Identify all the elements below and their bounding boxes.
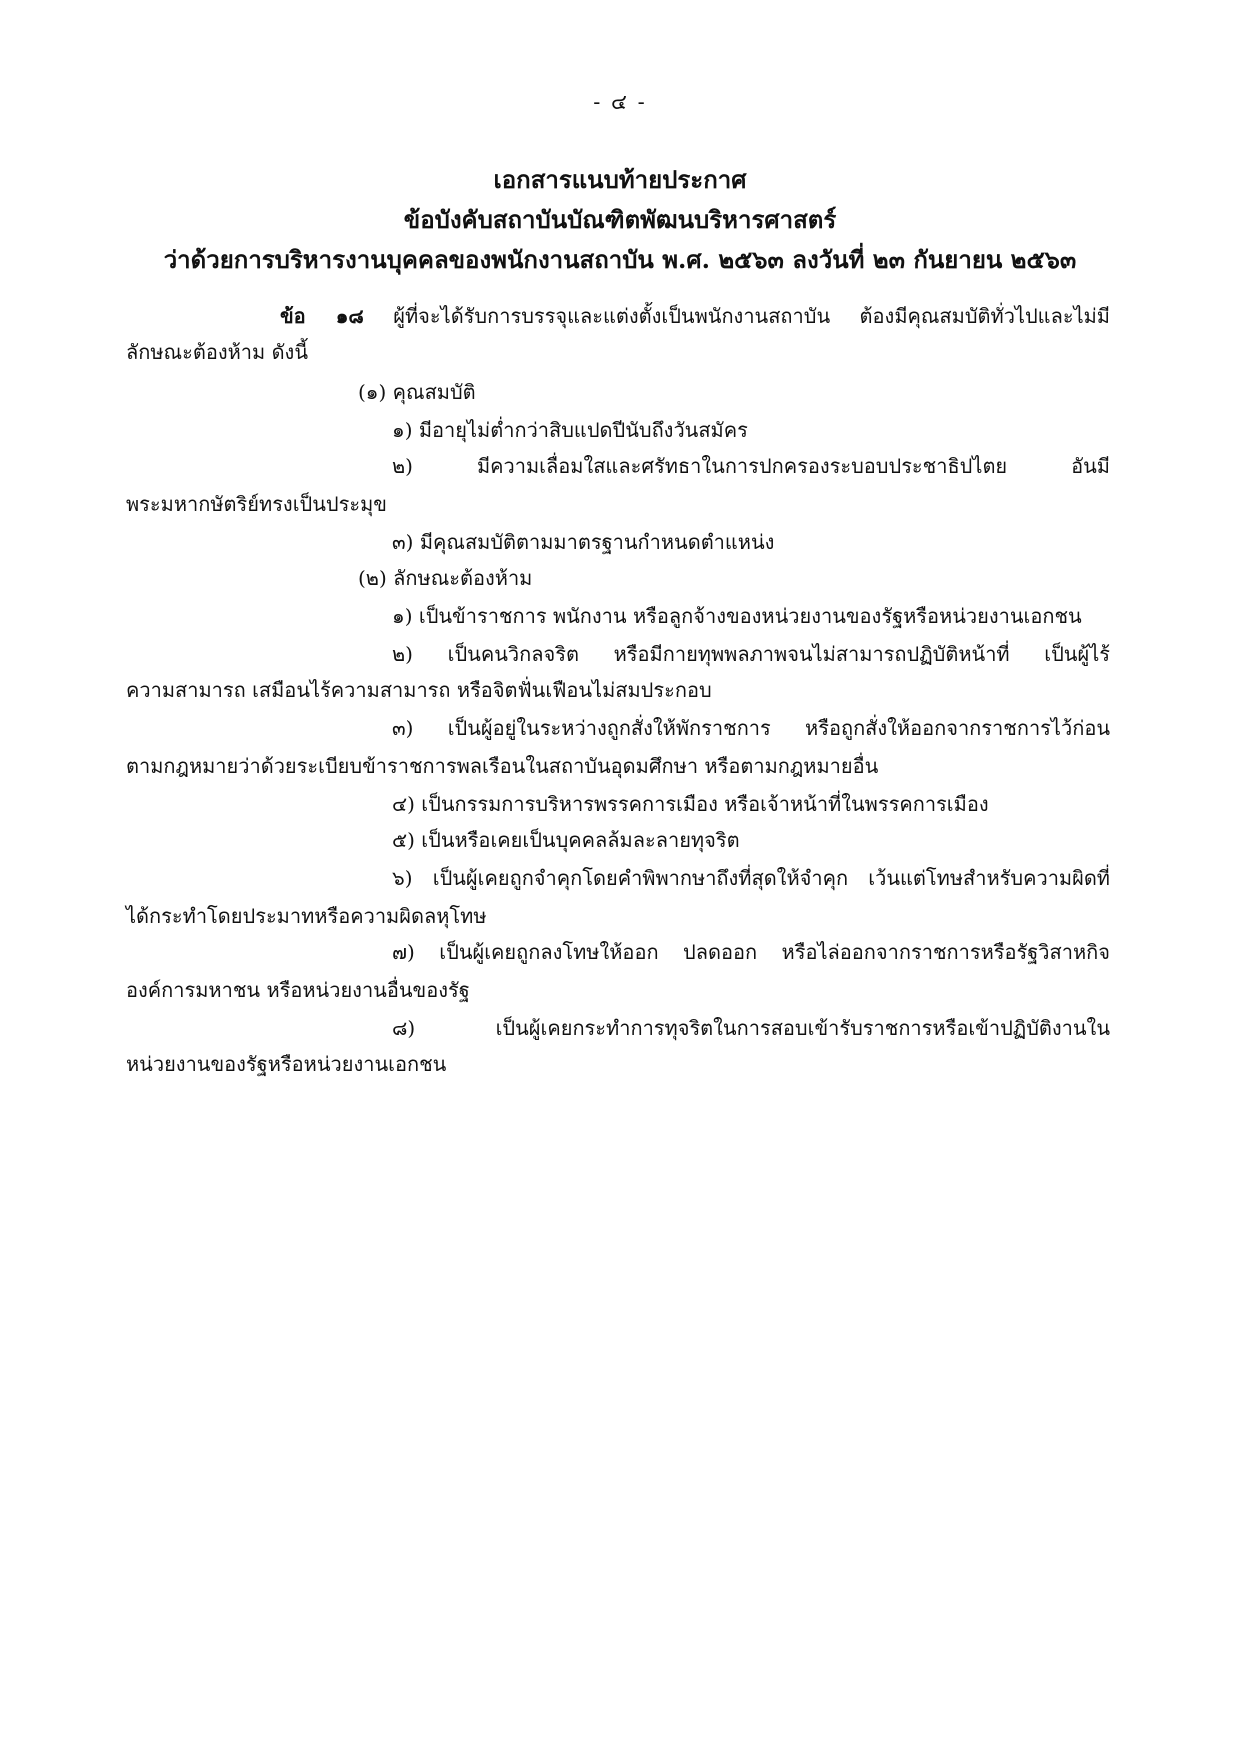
- title-line-1: เอกสารแนบท้ายประกาศ: [493, 165, 747, 194]
- prohibition-item-1: ๑) เป็นข้าราชการ พนักงาน หรือลูกจ้างของหน่วยงานของรัฐหรือหน่วยงานเอกชน: [392, 604, 1082, 628]
- prohibition-item-7-line-1: ๗) เป็นผู้เคยถูกลงโทษให้ออก ปลดออก หรือไล่ออกจากราชการหรือรัฐวิสาหกิจ: [392, 940, 1110, 964]
- prohibition-item-2-line-1: ๒) เป็นคนวิกลจริต หรือมีกายทุพพลภาพจนไม่สามารถปฏิบัติหน้าที่ เป็นผู้ไร้: [392, 642, 1110, 666]
- prohibition-item-8-line-2: หน่วยงานของรัฐหรือหน่วยงานเอกชน: [126, 1052, 447, 1076]
- prohibition-item-6-line-1: ๖) เป็นผู้เคยถูกจำคุกโดยคำพิพากษาถึงที่สุดให้จำคุก เว้นแต่โทษสำหรับความผิดที่: [392, 866, 1110, 890]
- qualification-item-1: ๑) มีอายุไม่ต่ำกว่าสิบแปดปีนับถึงวันสมัคร: [392, 418, 748, 442]
- article-intro-text: ผู้ที่จะได้รับการบรรจุและแต่งตั้งเป็นพนักงานสถาบัน ต้องมีคุณสมบัติทั่วไปและไม่มี: [393, 304, 1110, 328]
- prohibitions-heading: (๒) ลักษณะต้องห้าม: [358, 566, 533, 590]
- article-label: ข้อ ๑๘: [280, 304, 364, 328]
- article-intro-line-1: [280, 300, 1110, 332]
- title-line-3: ว่าด้วยการบริหารงานบุคคลของพนักงานสถาบัน พ.ศ. ๒๕๖๓ ลงวันที่ ๒๓ กันยายน ๒๕๖๓: [163, 245, 1077, 274]
- document-title: [0, 160, 1240, 280]
- prohibition-item-6-line-2: ได้กระทำโดยประมาทหรือความผิดลหุโทษ: [126, 904, 487, 928]
- qualification-item-2-line-2: พระมหากษัตริย์ทรงเป็นประมุข: [126, 492, 387, 516]
- qualification-item-3: ๓) มีคุณสมบัติตามมาตรฐานกำหนดตำแหน่ง: [392, 530, 775, 554]
- prohibition-item-2-line-2: ความสามารถ เสมือนไร้ความสามารถ หรือจิตฟั่นเฟือนไม่สมประกอบ: [126, 678, 712, 702]
- qualification-item-2-line-1: ๒) มีความเลื่อมใสและศรัทธาในการปกครองระบอบประชาธิปไตย อันมี: [392, 454, 1110, 478]
- page-number: - ๔ -: [593, 90, 647, 114]
- prohibition-item-4: ๔) เป็นกรรมการบริหารพรรคการเมือง หรือเจ้าหน้าที่ในพรรคการเมือง: [392, 792, 989, 816]
- qualifications-heading: (๑) คุณสมบัติ: [358, 380, 476, 404]
- prohibition-item-3-line-1: ๓) เป็นผู้อยู่ในระหว่างถูกสั่งให้พักราชการ หรือถูกสั่งให้ออกจากราชการไว้ก่อน: [392, 716, 1110, 740]
- prohibition-item-3-line-2: ตามกฎหมายว่าด้วยระเบียบข้าราชการพลเรือนในสถาบันอุดมศึกษา หรือตามกฎหมายอื่น: [126, 754, 879, 778]
- title-line-2: ข้อบังคับสถาบันบัณฑิตพัฒนบริหารศาสตร์: [403, 205, 837, 234]
- prohibition-item-8-line-1: ๘) เป็นผู้เคยกระทำการทุจริตในการสอบเข้ารับราชการหรือเข้าปฏิบัติงานใน: [392, 1016, 1110, 1040]
- article-intro-line-2: ลักษณะต้องห้าม ดังนี้: [126, 340, 308, 364]
- prohibition-item-7-line-2: องค์การมหาชน หรือหน่วยงานอื่นของรัฐ: [126, 978, 470, 1002]
- prohibition-item-5: ๕) เป็นหรือเคยเป็นบุคคลล้มละลายทุจริต: [392, 828, 740, 852]
